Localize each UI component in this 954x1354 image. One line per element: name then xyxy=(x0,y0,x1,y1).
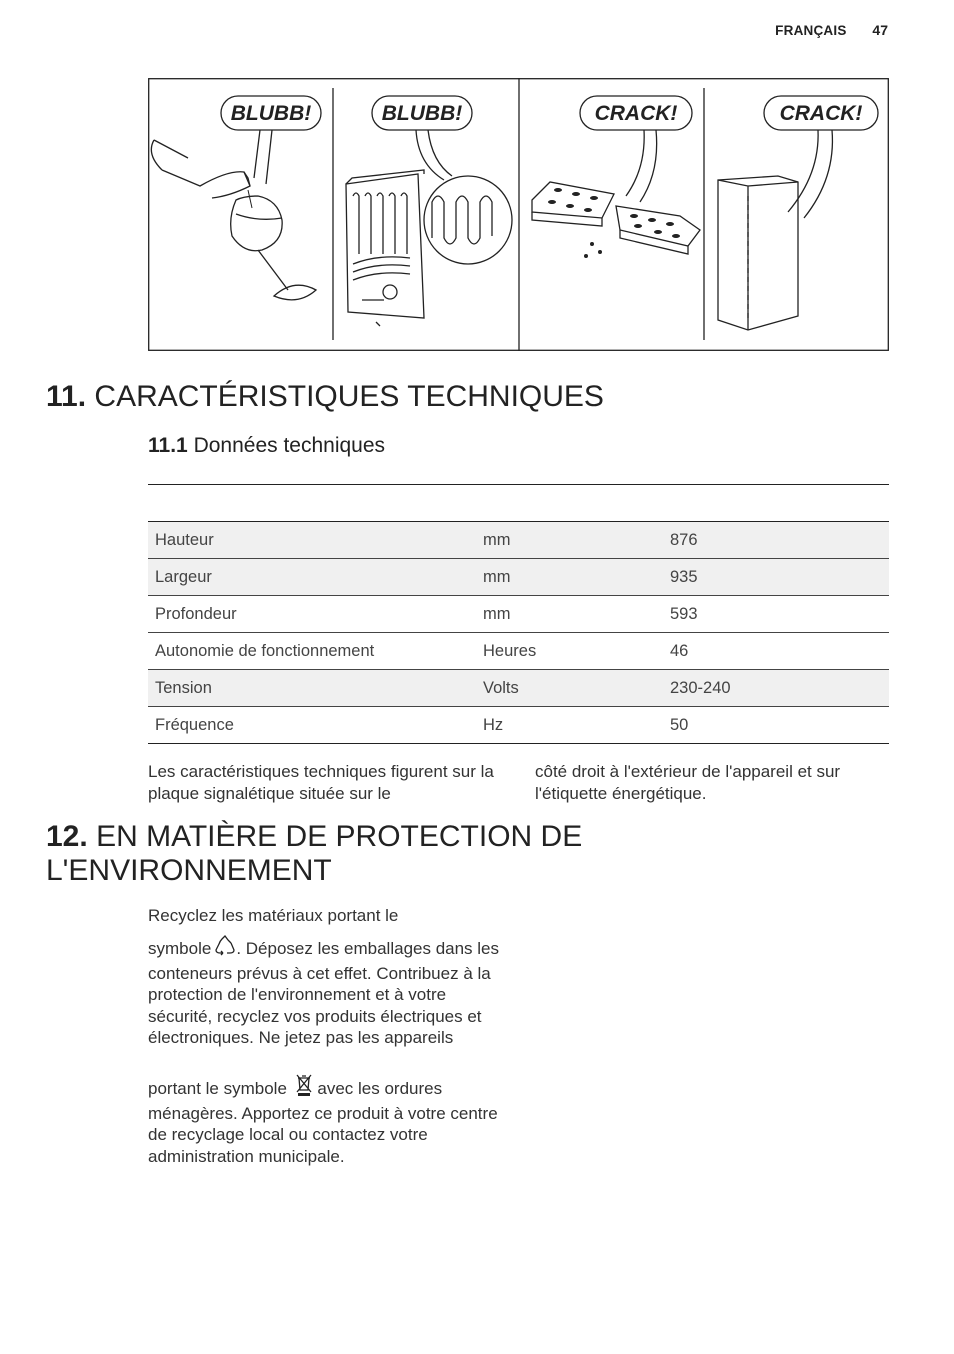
spec-note-left: Les caractéristiques techniques figurent sur la plaque signalétique située sur le xyxy=(148,762,494,803)
table-row xyxy=(148,559,889,596)
cracking-ice-tray-drawing xyxy=(532,182,700,258)
bubble-label: CRACK! xyxy=(779,102,863,125)
section-number: 12. xyxy=(46,820,88,853)
crossed-bin-icon xyxy=(295,1073,313,1103)
table-cell: 230-240 xyxy=(663,670,889,707)
subsection-number: 11.1 xyxy=(148,434,188,457)
environment-paragraph-2 xyxy=(148,935,500,1049)
table-cell: 876 xyxy=(663,522,889,559)
spec-note-right: côté droit à l'extérieur de l'appareil et sur l'étiquette énergétique. xyxy=(535,762,841,803)
table-cell: 50 xyxy=(663,707,889,744)
fridge-back-coils-drawing xyxy=(346,170,512,326)
table-cell: Hz xyxy=(476,707,663,744)
table-cell: Fréquence xyxy=(148,707,476,744)
speech-bubble xyxy=(764,96,878,218)
table-row xyxy=(148,596,889,633)
recycle-icon xyxy=(214,935,236,963)
table-cell: mm xyxy=(476,596,663,633)
page-header xyxy=(775,22,888,38)
section-title-line2: L'ENVIRONNEMENT xyxy=(46,854,332,887)
table-row xyxy=(148,670,889,707)
environment-text: . Déposez les emballages dans les conteneurs prévus à cet effet. Contribuez à la protection de l'environnement et à votre sécurité, recyclez vos produits électriques et électroniques. Ne jetez pas les appareils xyxy=(148,939,500,1047)
environment-paragraph-3 xyxy=(148,1073,500,1167)
table-cell: Heures xyxy=(476,633,663,670)
noise-illustration xyxy=(148,78,889,351)
table-cell: Profondeur xyxy=(148,596,476,633)
environment-text: avec les ordures ménagères. Apportez ce produit à votre centre de recyclage local ou contactez votre administration municipale. xyxy=(148,1079,498,1166)
technical-data-table xyxy=(148,484,889,744)
environment-paragraph-1: Recyclez les matériaux portant le xyxy=(148,906,399,925)
table-row xyxy=(148,522,889,559)
speech-bubble xyxy=(372,96,472,180)
table-cell: mm xyxy=(476,522,663,559)
page-number: 47 xyxy=(872,22,888,38)
subsection-heading xyxy=(148,434,385,458)
table-cell: 935 xyxy=(663,559,889,596)
environment-text: symbole xyxy=(148,939,212,958)
section-title-line1: EN MATIÈRE DE PROTECTION DE xyxy=(96,820,583,853)
environment-text: portant le symbole xyxy=(148,1079,287,1098)
section-11-heading xyxy=(46,380,604,414)
table-header-row xyxy=(148,485,889,522)
section-title: CARACTÉRISTIQUES TECHNIQUES xyxy=(94,380,604,413)
table-cell: Largeur xyxy=(148,559,476,596)
bubble-label: CRACK! xyxy=(594,102,678,125)
wine-bottle-glass-drawing xyxy=(151,140,316,300)
table-row xyxy=(148,633,889,670)
section-12-heading xyxy=(46,820,582,888)
table-cell: 46 xyxy=(663,633,889,670)
section-number: 11. xyxy=(46,380,87,413)
speech-bubble xyxy=(580,96,692,202)
table-row xyxy=(148,707,889,744)
table-cell: Volts xyxy=(476,670,663,707)
table-cell: Tension xyxy=(148,670,476,707)
language-label: FRANÇAIS xyxy=(775,23,847,38)
speech-bubble xyxy=(221,96,321,184)
table-cell: 593 xyxy=(663,596,889,633)
subsection-title: Données techniques xyxy=(193,434,386,457)
table-cell: mm xyxy=(476,559,663,596)
bubble-label: BLUBB! xyxy=(381,102,463,125)
fridge-exterior-drawing xyxy=(718,176,798,330)
table-cell: Hauteur xyxy=(148,522,476,559)
table-cell: Autonomie de fonctionnement xyxy=(148,633,476,670)
bubble-label: BLUBB! xyxy=(230,102,312,125)
